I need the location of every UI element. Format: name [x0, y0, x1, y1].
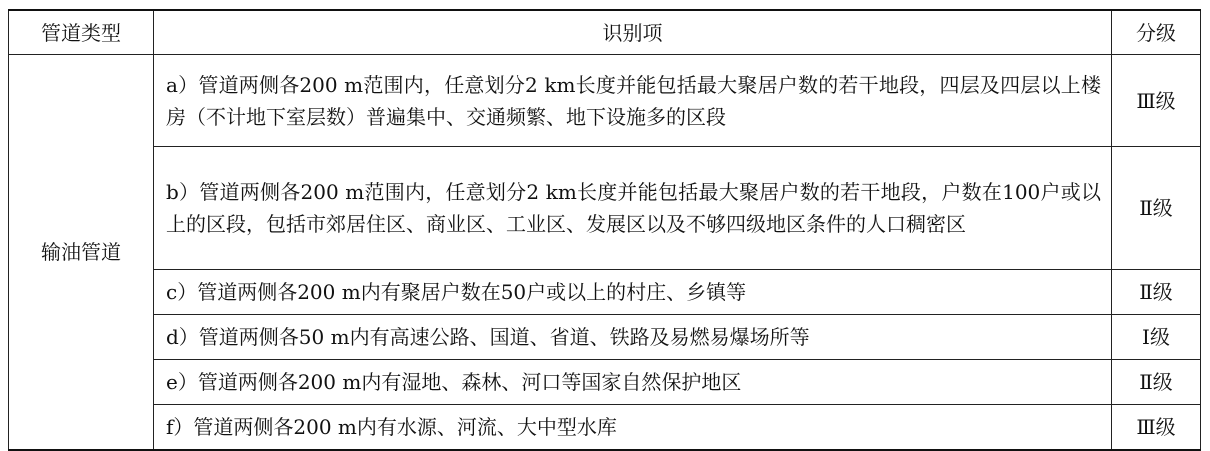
table-header-row — [9, 10, 1201, 55]
pipeline-type-cell: 输油管道 — [9, 55, 154, 451]
level-cell: Ⅲ级 — [1112, 55, 1201, 147]
level-cell: Ⅱ级 — [1112, 147, 1201, 270]
table-row — [9, 147, 1201, 270]
identification-item-cell: d）管道两侧各50 m内有高速公路、国道、省道、铁路及易燃易爆场所等 — [154, 315, 1112, 360]
header-pipeline-type: 管道类型 — [9, 10, 154, 55]
identification-item-cell: a）管道两侧各200 m范围内，任意划分2 km长度并能包括最大聚居户数的若干地段，四层及四层以上楼房（不计地下室层数）普遍集中、交通频繁、地下设施多的区段 — [154, 55, 1112, 147]
level-cell: Ⅱ级 — [1112, 270, 1201, 315]
level-cell: Ⅱ级 — [1112, 360, 1201, 405]
table-row — [9, 315, 1201, 360]
table-row — [9, 270, 1201, 315]
table-row — [9, 405, 1201, 451]
level-cell: Ⅲ级 — [1112, 405, 1201, 451]
identification-item-cell: c）管道两侧各200 m内有聚居户数在50户或以上的村庄、乡镇等 — [154, 270, 1112, 315]
table-row — [9, 360, 1201, 405]
table-row — [9, 55, 1201, 147]
identification-item-cell: b）管道两侧各200 m范围内，任意划分2 km长度并能包括最大聚居户数的若干地段，户数在100户或以上的区段，包括市郊居住区、商业区、工业区、发展区以及不够四级地区条件的人口稠密区 — [154, 147, 1112, 270]
level-cell: Ⅰ级 — [1112, 315, 1201, 360]
classification-table-container — [8, 9, 1200, 451]
header-identification-item: 识别项 — [154, 10, 1112, 55]
identification-item-cell: e）管道两侧各200 m内有湿地、森林、河口等国家自然保护地区 — [154, 360, 1112, 405]
identification-item-cell: f）管道两侧各200 m内有水源、河流、大中型水库 — [154, 405, 1112, 451]
header-level: 分级 — [1112, 10, 1201, 55]
pipeline-classification-table — [8, 9, 1201, 451]
